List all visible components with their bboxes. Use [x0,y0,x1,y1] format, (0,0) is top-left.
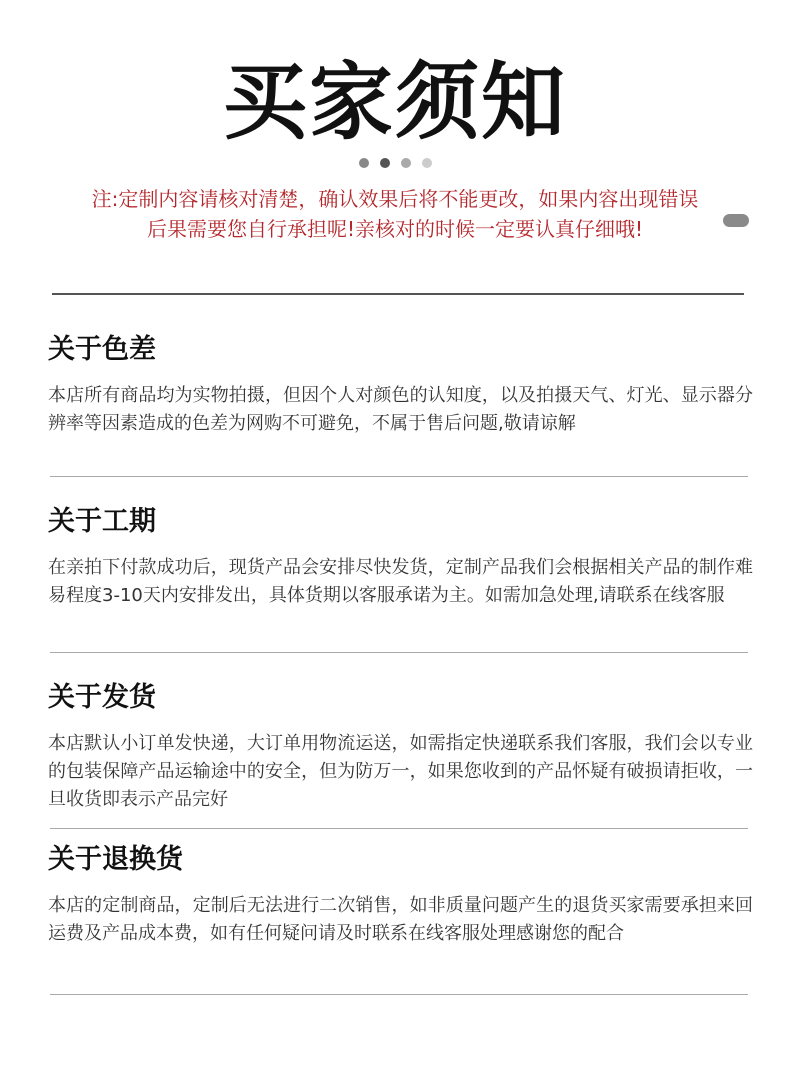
dot-1 [359,158,369,168]
section-divider [50,828,748,829]
page-title: 买家须知 [222,53,567,151]
custom-notice [40,184,750,244]
section-title: 关于色差 [48,334,156,365]
section-body: 本店所有商品均为实物拍摄，但因个人对颜色的认知度，以及拍摄天气、灯光、显示器分辨率等因素造成的色差为网购不可避免，不属于售后问题,敬请谅解 [48,385,753,434]
section-shipping [48,680,753,814]
top-divider [52,293,744,295]
notice-line-2: 后果需要您自行承担呢!亲核对的时候一定要认真仔细哦! [146,217,644,241]
section-body: 本店的定制商品，定制后无法进行二次销售，如非质量问题产生的退货买家需要承担来回运费及产品成本费，如有任何疑问请及时联系在线客服处理感谢您的配合 [48,895,753,944]
pill-indicator [723,214,749,227]
notice-line-1: 注:定制内容请核对清楚，确认效果后将不能更改，如果内容出现错误 [91,187,699,211]
section-returns [48,842,753,948]
dot-3 [401,158,411,168]
carousel-dots [0,158,790,168]
section-divider [50,652,748,653]
section-body: 在亲拍下付款成功后，现货产品会安排尽快发货，定制产品我们会根据相关产品的制作难易程度3-10天内安排发出，具体货期以客服承诺为主。如需加急处理,请联系在线客服 [48,557,753,606]
section-title: 关于工期 [48,506,156,537]
section-title: 关于发货 [48,682,156,713]
dot-2 [380,158,390,168]
dot-4 [422,158,432,168]
section-divider [50,476,748,477]
section-color-difference [48,332,753,438]
section-body: 本店默认小订单发快递，大订单用物流运送，如需指定快递联系我们客服，我们会以专业的包装保障产品运输途中的安全，但为防万一，如果您收到的产品怀疑有破损请拒收，一旦收货即表示产品完好 [48,733,753,810]
section-lead-time [48,504,753,610]
section-divider [50,994,748,995]
section-title: 关于退换货 [48,844,183,875]
